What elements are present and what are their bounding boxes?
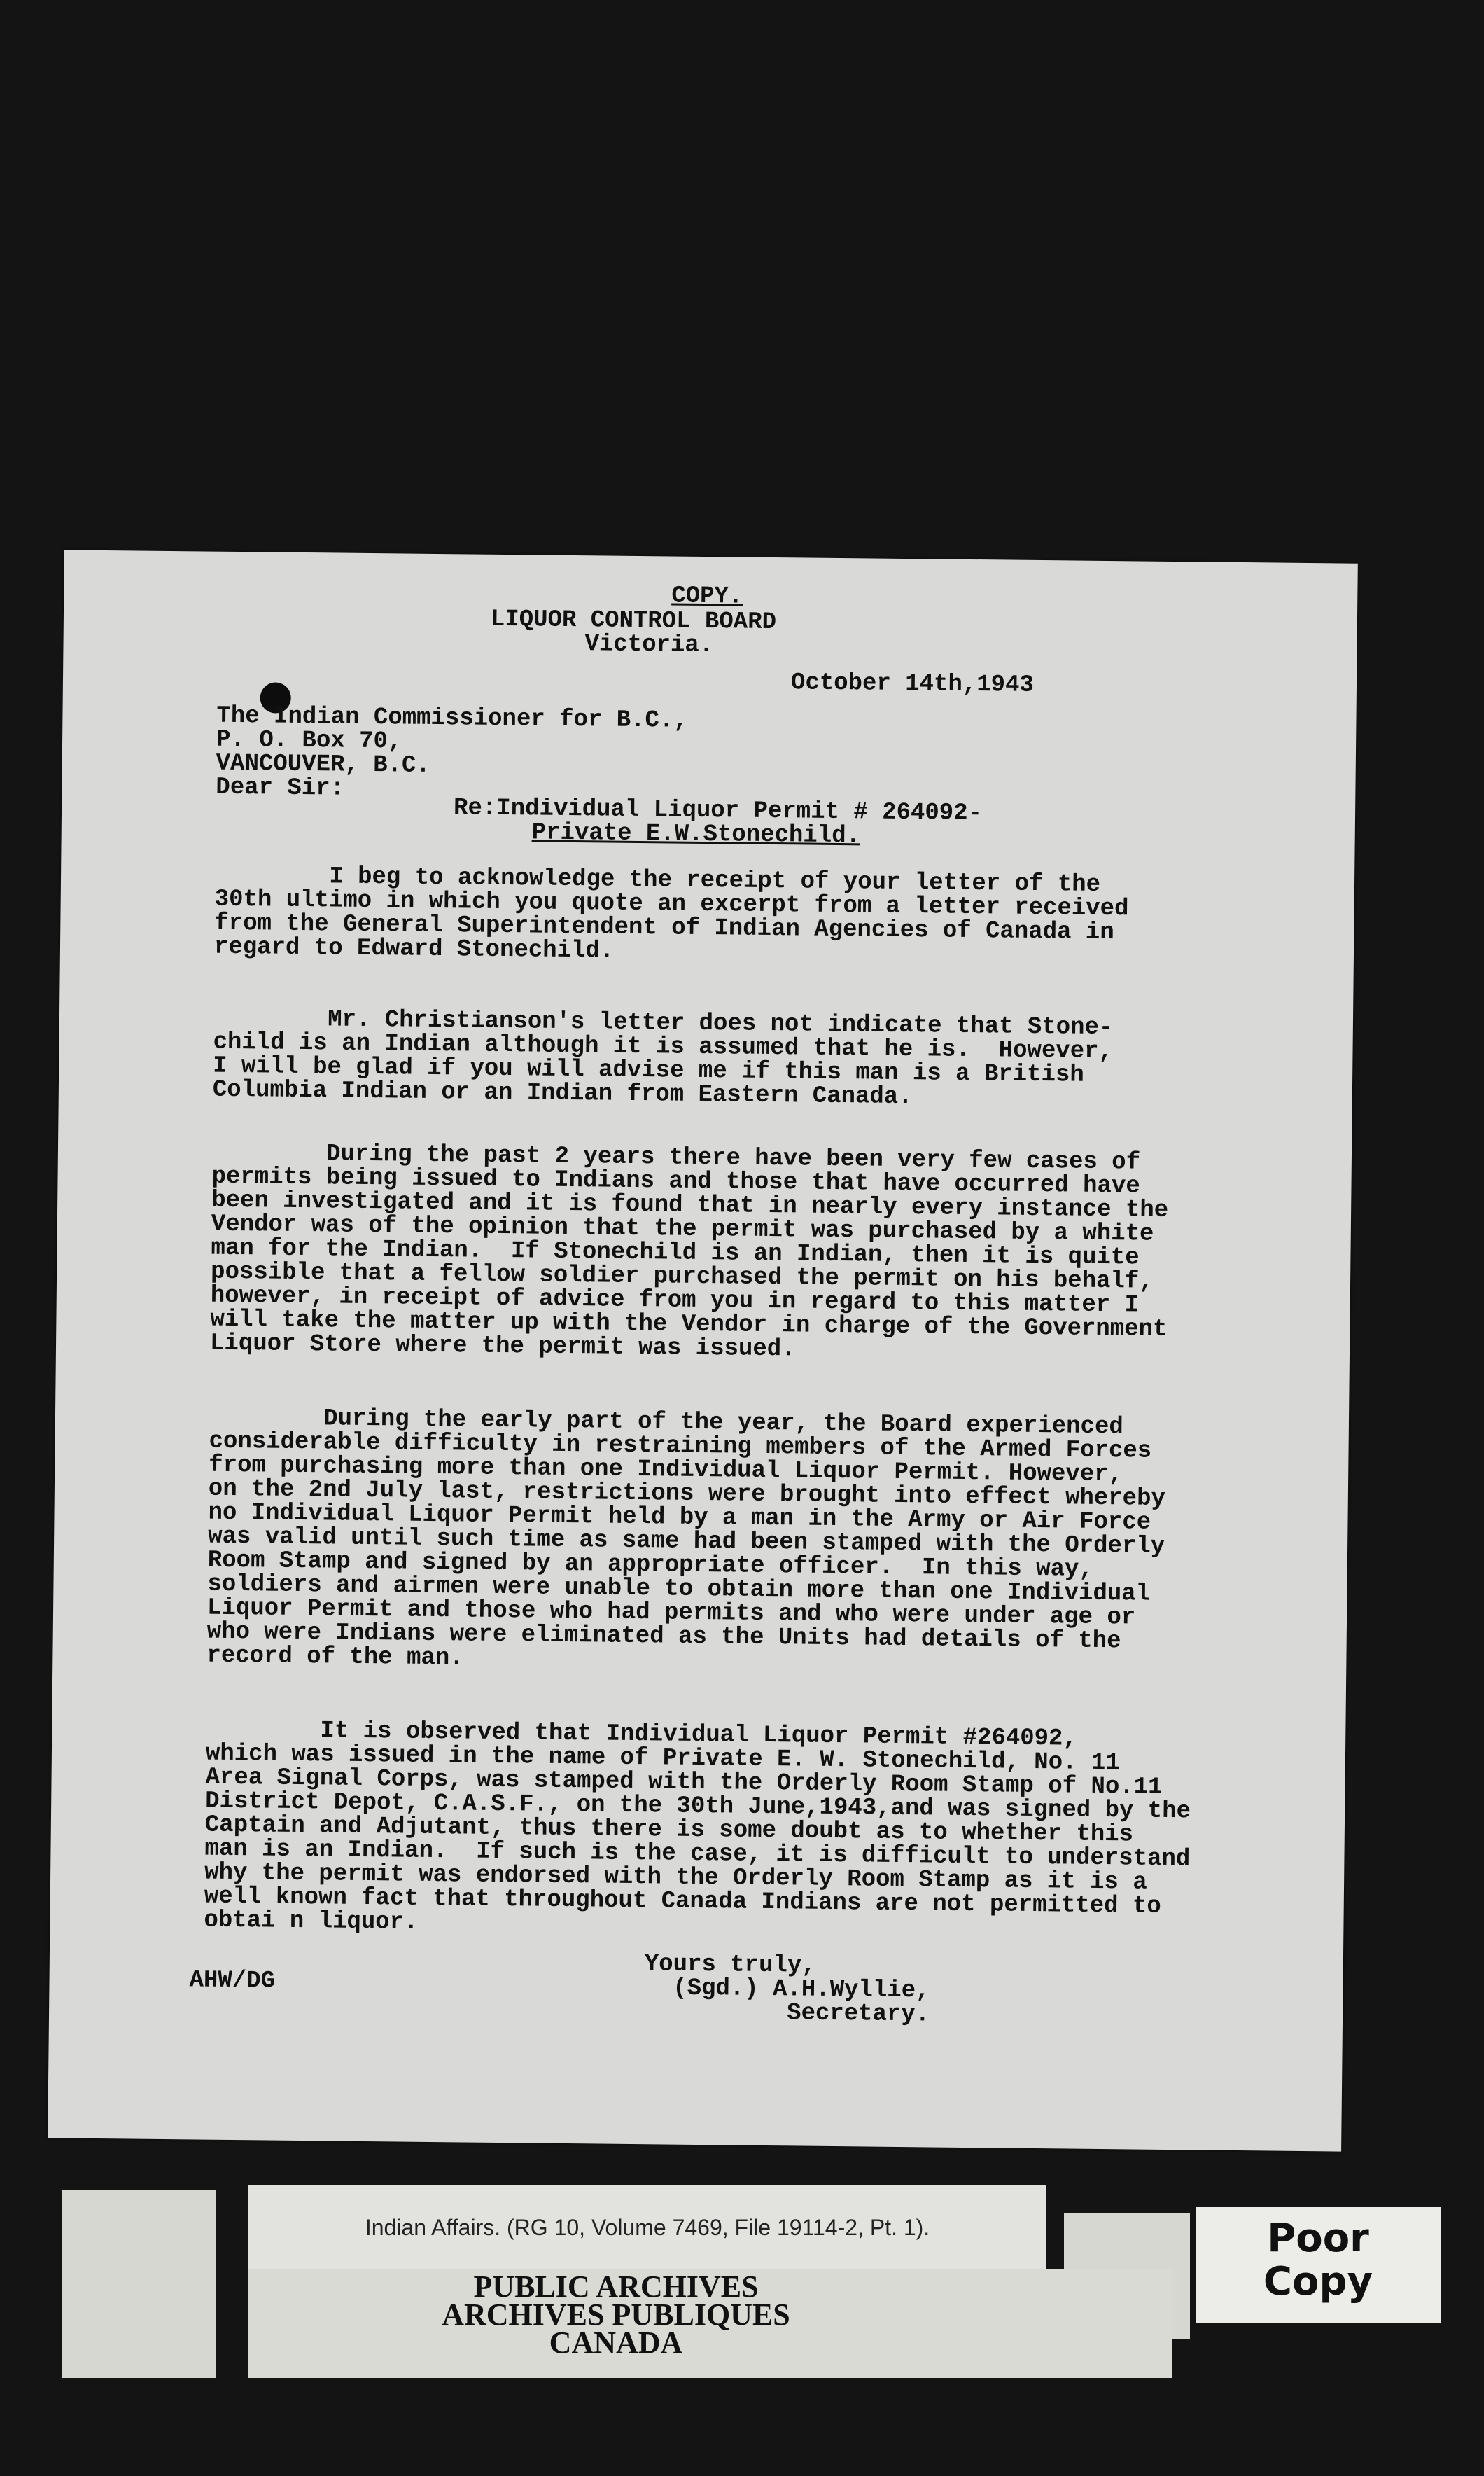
subject-line-2: Private E.W.Stonechild. [531,819,861,850]
letter-page [48,550,1358,2151]
copy-label: COPY. [671,583,743,611]
recipient-address: The Indian Commissioner for B.C., P. O. Box 70, VANCOUVER, B.C. Dear Sir: [216,702,688,802]
paragraph-1: I beg to acknowledge the receipt of your letter of the 30th ultimo in which you quote an excerpt from a letter received from the General Superintendent of Indian Agencies of Canada in regard to Edward Stonechild. [214,862,1129,965]
poor-copy-note [1196,2207,1441,2323]
stamp-line-2: ARCHIVES PUBLIQUES [442,2297,790,2332]
clip-left [62,2190,216,2378]
paragraph-5: It is observed that Individual Liquor Permit #264092, which was issued in the name of Private E. W. Stonechild, No. 11 Area Signal Corps, was stamped with the Orderly Room Stamp of No.11 District Depot, C.A.S.F., on the 30th June,1943,and was signed by the Captain and Adjutant, thus there is some doubt as to whether this man is an Indian. If such is the case, it is difficult to understand why the permit was endorsed with the Orderly Room Stamp as it is a well known fact that throughout Canada Indians are not permitted to obtai n liquor. [204,1716,1191,1936]
board-name: LIQUOR CONTROL BOARD [490,606,777,637]
subject-line-1: Re:Individual Liquor Permit # 264092- [453,795,983,828]
archive-reference-label: Indian Affairs. (RG 10, Volume 7469, File 19114-2, Pt. 1). [248,2185,1046,2270]
stamp-line-3: CANADA [549,2325,683,2360]
closing-signature: Yours truly, (Sgd.) A.H.Wyllie, Secretary. [643,1951,930,2029]
paragraph-4: During the early part of the year, the Board experienced considerable difficulty in restraining members of the Armed Forces from purchasing more than one Individual Liquor Permit. However, on the 2nd July last, restrictions were brought into effect whereby no Individual Liquor Permit held by a man in the Army or Air Force was valid until such time as same had been stamped with the Orderly Room Stamp and signed by an appropriate officer. In this way, soldiers and airmen were unable to obtain more than one Individual Liquor Permit and those who had permits and who were under age or who were Indians were eliminated as the Units had details of the record of the man. [206,1404,1166,1672]
stamp-line-1: PUBLIC ARCHIVES [473,2269,759,2304]
paragraph-2: Mr. Christianson's letter does not indicate that Stone- child is an Indian although it is assumed that he is. However, I will be glad if you will advise me if this man is a British Columbia Indian or an Indian from Eastern Canada. [212,1005,1114,1111]
board-city: Victoria. [584,631,714,660]
paragraph-3: During the past 2 years there have been very few cases of permits being issued to Indians and those that have occurred have been investigated and it is found that in nearly every instance the Vendor was of the opinion that the permit was purchased by a white man for the Indian. If Stonechild is an Indian, then it is quite possible that a fellow soldier purchased the permit on his behalf, however, in receipt of advice from you in regard to this matter I will take the matter up with the Vendor in charge of the Government Liquor Store where the permit was issued. [209,1139,1169,1363]
note-line-2: Copy [1263,2259,1373,2304]
letter-date: October 14th,1943 [790,669,1035,699]
note-line-1: Poor [1267,2216,1369,2261]
archive-stamp [248,2269,1172,2378]
reference-initials: AHW/DG [189,1967,276,1995]
